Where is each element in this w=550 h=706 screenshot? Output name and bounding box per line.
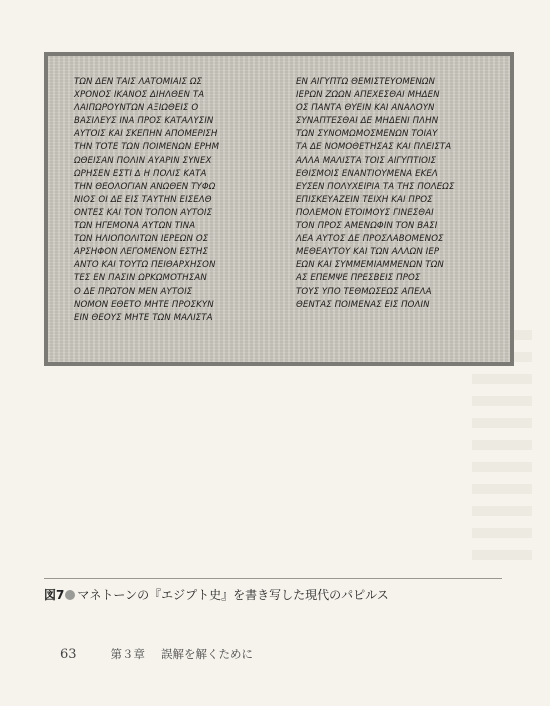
papyrus-line: ΧΡΟΝΟΣ ΙΚΑΝΟΣ ΔΙΗΛΘΕΝ ΤΑ xyxy=(74,90,205,101)
papyrus-line: ΤΟΥΣ ΥΠΟ ΤΕΘΜΩΣΕΩΣ ΑΠΕΛΑ xyxy=(296,286,432,297)
figure-label: 図7 xyxy=(44,588,65,602)
papyrus-line: ΤΟΝ ΠΡΟΣ ΑΜΕΝΩΦΙΝ ΤΟΝ ΒΑΣΙ xyxy=(296,221,438,232)
papyrus-line: ΩΡΗΣΕΝ ΕΣΤΙ Δ Η ΠΟΛΙΣ ΚΑΤΑ xyxy=(74,168,207,179)
papyrus-line: ΛΑΙΠΩΡΟΥΝΤΩΝ ΑΞΙΩΘΕΙΣ Ο xyxy=(74,103,199,114)
papyrus-line: ΑΣ ΕΠΕΜΨΕ ΠΡΕΣΒΕΙΣ ΠΡΟΣ xyxy=(296,273,421,284)
papyrus-line: ΑΡΣΗΦΟΝ ΛΕΓΟΜΕΝΟΝ ΕΣΤΗΣ xyxy=(74,247,209,258)
figure-caption xyxy=(44,586,389,603)
papyrus-line: ΣΥΝΑΠΤΕΣΘΑΙ ΔΕ ΜΗΔΕΝΙ ΠΛΗΝ xyxy=(296,116,439,127)
papyrus-line: ΕΥΣΕΝ ΠΟΛΥΧΕΙΡΙΑ ΤΑ ΤΗΣ ΠΟΛΕΩΣ xyxy=(296,181,455,192)
page-number: 63 xyxy=(60,647,77,662)
papyrus-line: ΘΕΝΤΑΣ ΠΟΙΜΕΝΑΣ ΕΙΣ ΠΟΛΙΝ xyxy=(296,299,430,310)
papyrus-line: ΩΘΕΙΣΑΝ ΠΟΛΙΝ ΑΥΑΡΙΝ ΣΥΝΕΧ xyxy=(74,155,212,166)
papyrus-line: ΕΝ ΑΙΓΥΠΤΩ ΘΕΜΙΣΤΕΥΟΜΕΝΩΝ xyxy=(296,77,436,87)
papyrus-line: ΟΝΤΕΣ ΚΑΙ ΤΟΝ ΤΟΠΟΝ ΑΥΤΟΙΣ xyxy=(74,207,213,218)
papyrus-line: ΜΕΘΕΑΥΤΟΥ ΚΑΙ ΤΩΝ ΑΛΛΩΝ ΙΕΡ xyxy=(296,247,440,258)
bullet-icon xyxy=(65,590,75,600)
papyrus-line: ΠΟΛΕΜΟΝ ΕΤΟΙΜΟΥΣ ΓΙΝΕΣΘΑΙ xyxy=(296,207,434,218)
caption-text: マネトーンの『エジプト史』を書き写した現代のパピルス xyxy=(77,588,389,602)
papyrus-line: ΤΗΝ ΤΟΤΕ ΤΩΝ ΠΟΙΜΕΝΩΝ ΕΡΗΜ xyxy=(74,142,220,153)
papyrus-line: ΕΩΝ ΚΑΙ ΣΥΜΜΕΜΙΑΜΜΕΝΩΝ ΤΩΝ xyxy=(296,260,444,271)
page-footer xyxy=(60,646,253,662)
papyrus-line: ΕΘΙΣΜΟΙΣ ΕΝΑΝΤΙΟΥΜΕΝΑ ΕΚΕΛ xyxy=(296,168,438,179)
papyrus-line: ΝΟΜΟΝ ΕΘΕΤΟ ΜΗΤΕ ΠΡΟΣΚΥΝ xyxy=(74,299,214,310)
papyrus-line: ΑΝΤΟ ΚΑΙ ΤΟΥΤΩ ΠΕΙΘΑΡΧΗΣΟΝ xyxy=(74,260,216,271)
papyrus-left-column xyxy=(74,76,284,325)
papyrus-line: ΤΑ ΔΕ ΝΟΜΟΘΕΤΗΣΑΣ ΚΑΙ ΠΛΕΙΣΤΑ xyxy=(296,142,452,153)
papyrus-line: ΤΗΝ ΘΕΟΛΟΓΙΑΝ ΑΝΩΘΕΝ ΤΥΦΩ xyxy=(74,181,216,192)
chapter-title: 誤解を解くために xyxy=(161,647,254,661)
caption-rule xyxy=(44,578,502,579)
papyrus-line: ΤΩΝ ΗΓΕΜΟΝΑ ΑΥΤΩΝ ΤΙΝΑ xyxy=(74,221,196,232)
papyrus-line: ΑΥΤΟΙΣ ΚΑΙ ΣΚΕΠΗΝ ΑΠΟΜΕΡΙΣΗ xyxy=(74,129,218,140)
papyrus-line: ΑΛΛΑ ΜΑΛΙΣΤΑ ΤΟΙΣ ΑΙΓΥΠΤΙΟΙΣ xyxy=(296,155,437,166)
papyrus-line: ΝΙΟΣ ΟΙ ΔΕ ΕΙΣ ΤΑΥΤΗΝ ΕΙΣΕΛΘ xyxy=(74,194,212,205)
papyrus-line: ΒΑΣΙΛΕΥΣ ΙΝΑ ΠΡΟΣ ΚΑΤΑΛΥΣΙΝ xyxy=(74,116,214,127)
papyrus-line: ΤΕΣ ΕΝ ΠΑΣΙΝ ΩΡΚΩΜΟΤΗΣΑΝ xyxy=(74,273,207,284)
papyrus-line: ΕΙΝ ΘΕΟΥΣ ΜΗΤΕ ΤΩΝ ΜΑΛΙΣΤΑ xyxy=(74,312,213,323)
papyrus-line: ΤΩΝ ΗΛΙΟΠΟΛΙΤΩΝ ΙΕΡΕΩΝ ΟΣ xyxy=(74,234,209,245)
papyrus-line: ΛΕΑ ΑΥΤΟΣ ΔΕ ΠΡΟΣΛΑΒΟΜΕΝΟΣ xyxy=(296,234,444,245)
papyrus-line: ΤΩΝ ΣΥΝΟΜΩΜΟΣΜΕΝΩΝ ΤΟΙΑΥ xyxy=(296,129,438,140)
papyrus-sheet xyxy=(48,56,510,362)
papyrus-line: ΤΩΝ ΔΕΝ ΤΑΙΣ ΛΑΤΟΜΙΑΙΣ ΩΣ xyxy=(74,77,203,87)
papyrus-line: ΕΠΙΣΚΕΥΑΖΕΙΝ ΤΕΙΧΗ ΚΑΙ ΠΡΟΣ xyxy=(296,194,433,205)
papyrus-right-column xyxy=(296,76,511,312)
papyrus-line: Ο ΔΕ ΠΡΩΤΟΝ ΜΕΝ ΑΥΤΟΙΣ xyxy=(74,286,193,297)
papyrus-photograph xyxy=(44,52,514,366)
papyrus-line: ΙΕΡΩΝ ΖΩΩΝ ΑΠΕΧΕΣΘΑΙ ΜΗΔΕΝ xyxy=(296,90,440,101)
papyrus-line: ΟΣ ΠΑΝΤΑ ΘΥΕΙΝ ΚΑΙ ΑΝΑΛΟΥΝ xyxy=(296,103,435,114)
chapter-number: 第３章 xyxy=(110,647,146,661)
